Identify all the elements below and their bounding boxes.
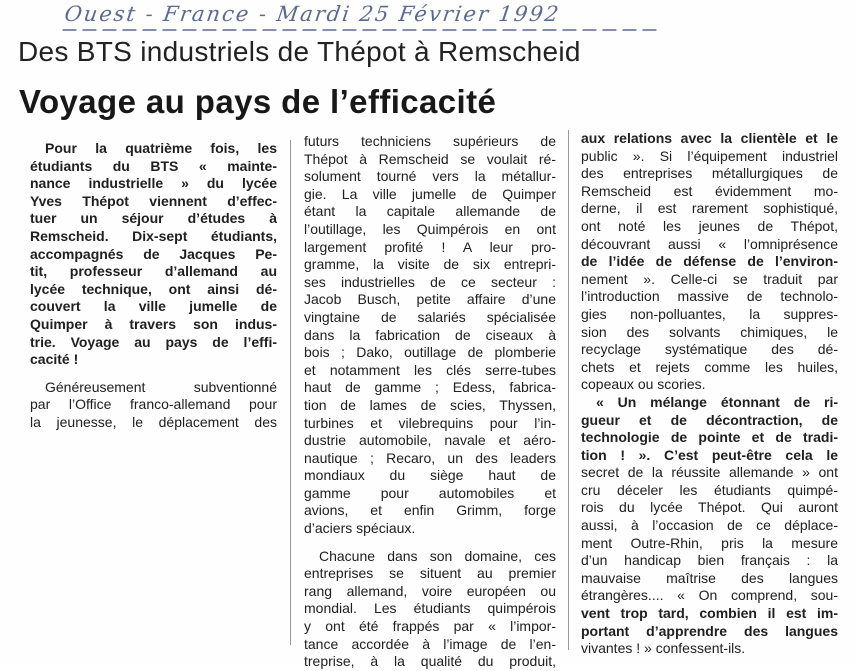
article-text-line: cacité ! <box>30 351 79 368</box>
article-text-line: mondial. Les étudiants quimpérois <box>304 600 556 617</box>
article-column-1 <box>30 140 277 432</box>
article-text-line: ses industrielles de ce secteur : <box>304 273 556 290</box>
article-text-line: d’un handicap bien français : la <box>581 552 838 569</box>
article-text-line: aussi, à l’occasion de ce déplace- <box>581 517 838 534</box>
article-text-line: l’outillage, les Quimpérois en ont <box>304 220 556 237</box>
article-text-line: turbines et vilebrequins pour l’in- <box>304 414 556 431</box>
article-text-line: nautique ; Recaro, un des leaders <box>304 449 556 466</box>
article-column-2 <box>304 133 556 671</box>
article-text-line: sion des solvants chimiques, le <box>581 323 838 340</box>
article-text-line: gamme pour automobiles et <box>304 484 556 501</box>
article-text-line: couvert la ville jumelle de <box>30 298 277 315</box>
article-text-line: gies non-polluantes, la suppres- <box>581 305 838 322</box>
article-text-line: Quimper à travers son indus- <box>30 315 277 332</box>
article-text-line: solument tourné vers la métallur- <box>304 168 556 185</box>
article-text-line: tion ! ». C’est peut-être cela le <box>581 446 838 463</box>
article-text-line: Jacob Busch, petite affaire d’une <box>304 291 556 308</box>
article-text-line: gueur et de décontraction, de <box>581 411 838 428</box>
column-divider <box>290 140 291 645</box>
article-text-line: étrangères.... « On comprend, sou- <box>581 587 838 604</box>
article-text-line: mauvaise maîtrise des langues <box>581 569 838 586</box>
article-text-line: Pour la quatrième fois, les <box>45 140 277 156</box>
handwritten-note-text: Ouest - France - Mardi 25 Février 1992 <box>63 2 562 26</box>
article-text-line: par l’Office franco-allemand pour <box>30 396 277 413</box>
article-text-line: Remscheid est évidemment mo- <box>581 182 838 199</box>
article-text-line: étant la capitale allemande de <box>304 203 556 220</box>
article-text-line: vivantes ! » confessent-ils. <box>581 640 746 657</box>
article-text-line: Remscheid. Dix-sept étudiants, <box>30 227 277 244</box>
article-text-line: haut de gamme ; Edess, fabrica- <box>304 379 556 396</box>
article-text-line: ont noté les jeunes de Thépot, <box>581 217 838 234</box>
article-text-line: dans la fabrication de ciseaux à <box>304 326 556 343</box>
article-text-line: public ». Si l’équipement industriel <box>581 147 838 164</box>
article-text-line: avions, et enfin Grimm, forge <box>304 502 556 519</box>
article-text-line: étudiants du BTS « mainte- <box>30 157 277 174</box>
article-text-line: l’introduction massive de technolo- <box>581 288 838 305</box>
paragraph-gap <box>304 538 556 548</box>
article-text-line: la jeunesse, le déplacement des <box>30 413 277 430</box>
article-text-line: technologie de pointe et de tradi- <box>581 429 838 446</box>
article-text-line: lycée technique, ont ainsi dé- <box>30 280 277 297</box>
article-text-line: entreprises se situent au premier <box>304 565 556 582</box>
article-text-line: des entreprises métallurgiques de <box>581 165 838 182</box>
article-text-line: copeaux ou scories. <box>581 376 706 393</box>
article-text-line: rang allemand, voire européen ou <box>304 582 556 599</box>
article-text-line: tion de lames de scies, Thyssen, <box>304 396 556 413</box>
article-text-line: tuer un séjour d’études à <box>30 210 277 227</box>
article-text-line: nance industrielle » du lycée <box>30 175 277 192</box>
article-text-line: et notamment les clés serre-tubes <box>304 361 556 378</box>
article-text-line: gramme, la visite de six entrepri- <box>304 256 556 273</box>
article-text-line: Chacune dans son domaine, ces <box>319 547 556 564</box>
article-text-line: dustrie automobile, navale et aéro- <box>304 432 556 449</box>
paragraph-gap <box>30 369 277 379</box>
article-text-line: « Un mélange étonnant de ri- <box>596 393 838 410</box>
handwritten-underline <box>62 27 663 33</box>
article-text-line: futurs techniciens supérieurs de <box>304 133 556 149</box>
article-text-line: nement ». Celle-ci se traduit par <box>581 270 838 287</box>
article-text-line: recyclage systématique des dé- <box>581 341 838 358</box>
article-text-line: aux relations avec la clientèle et le <box>581 130 838 146</box>
article-text-line: largement profité ! A leur pro- <box>304 238 556 255</box>
article-text-line: trie. Voyage au pays de l’effi- <box>30 333 277 350</box>
article-text-line: Yves Thépot viennent d’effec- <box>30 192 277 209</box>
article-text-line: de l’idée de défense de l’environ- <box>581 253 838 270</box>
article-text-line: découvrant aussi « l’omniprésence <box>581 235 838 252</box>
article-text-line: rois du lycée Thépot. Qui auront <box>581 499 838 516</box>
article-text-line: Généreusement subventionné <box>45 378 277 395</box>
article-text-line: gie. La ville jumelle de Quimper <box>304 185 556 202</box>
article-column-3 <box>581 130 838 658</box>
article-text-line: chets et rejets comme les huiles, <box>581 358 838 375</box>
article-text-line: d’aciers spéciaux. <box>304 520 416 537</box>
article-text-line: accompagnés de Jacques Pe- <box>30 245 277 262</box>
handwritten-source-note <box>62 2 687 36</box>
article-text-line: treprise, à la qualité du produit, <box>304 653 556 670</box>
article-text-line: Thépot à Remscheid se voulait ré- <box>304 150 556 167</box>
article-headline: Voyage au pays de l’efficacité <box>19 83 497 120</box>
article-text-line: secret de la réussite allemande » ont <box>581 464 838 481</box>
article-kicker: Des BTS industriels de Thépot à Remscheid <box>18 36 581 67</box>
article-text-line: y ont été frappés par « l’impor- <box>304 618 556 635</box>
article-text-line: vingtaine de salariés spécialisée <box>304 308 556 325</box>
article-text-line: tit, professeur d’allemand au <box>30 263 277 280</box>
article-text-line: cru déceler les étudiants quimpé- <box>581 481 838 498</box>
article-text-line: bois ; Dako, outillage de plomberie <box>304 344 556 361</box>
article-text-line: portant d’apprendre des langues <box>581 622 838 639</box>
article-text-line: vent trop tard, combien il est im- <box>581 605 838 622</box>
column-divider <box>568 130 569 650</box>
article-text-line: mondiaux du siège haut de <box>304 467 556 484</box>
article-text-line: derne, il est rarement sophistiqué, <box>581 200 838 217</box>
article-text-line: ment Outre-Rhin, pris la mesure <box>581 534 838 551</box>
article-text-line: tance accordée à l’image de l’en- <box>304 635 556 652</box>
